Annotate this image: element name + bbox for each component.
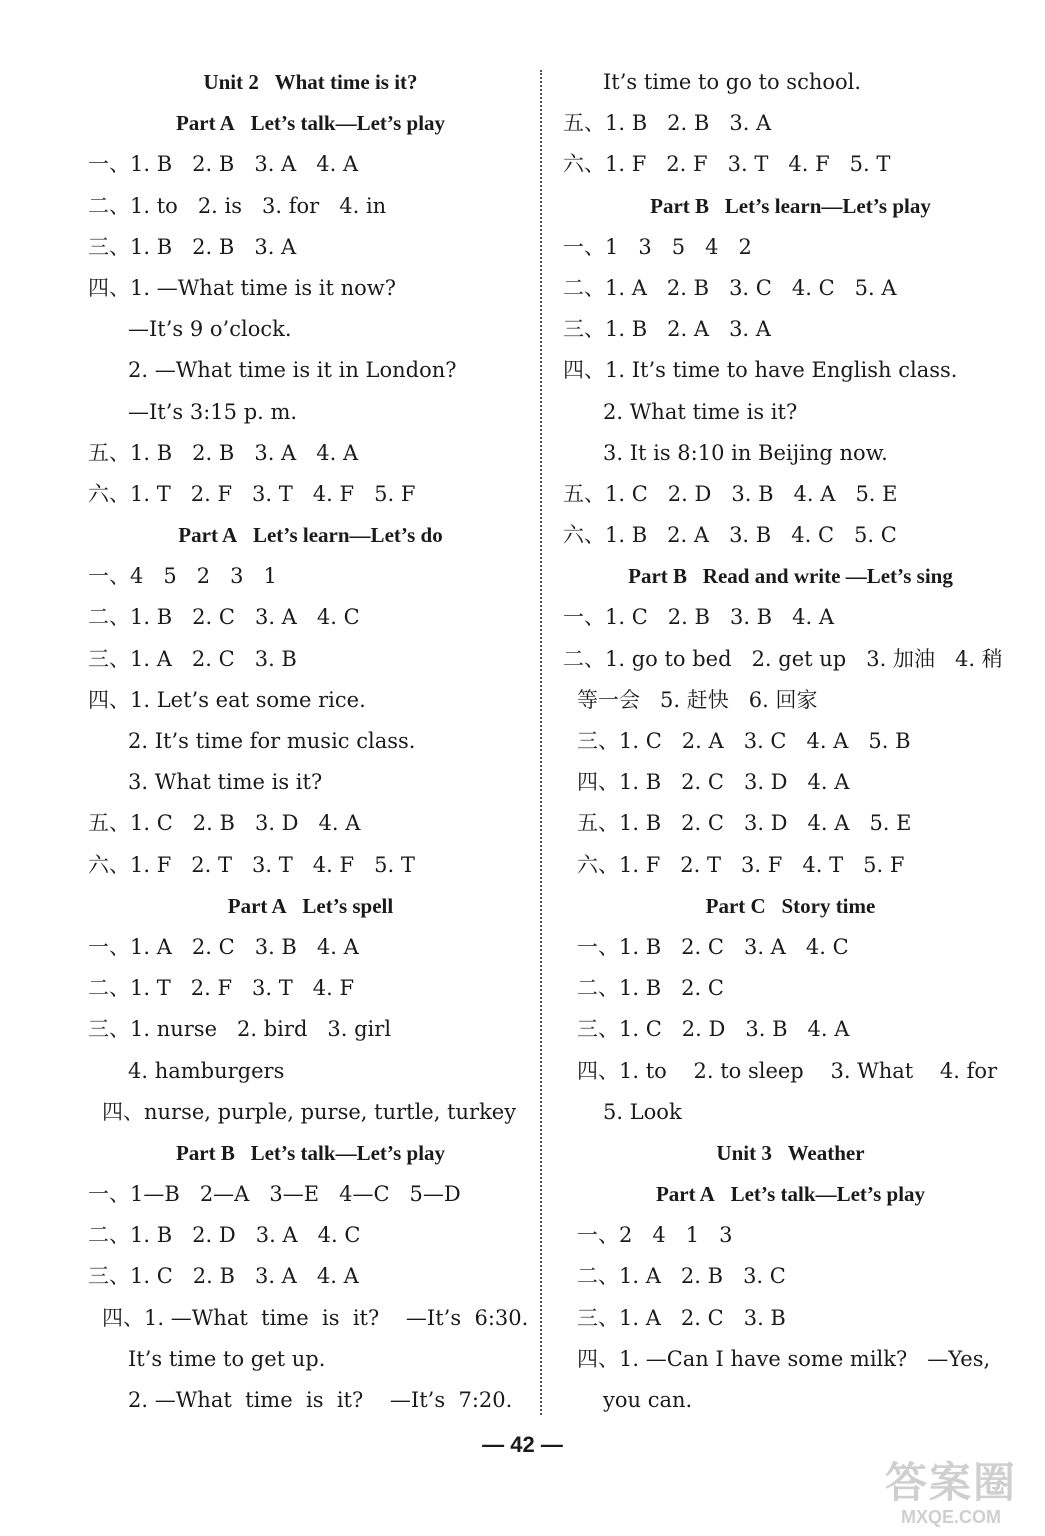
section-heading: Part A Let’s talk—Let’s play — [175, 111, 446, 136]
watermark-url: MXQE.COM — [900, 1507, 1001, 1527]
answer-continuation: It’s time to get up. — [128, 1346, 326, 1371]
answer-line: 三、1. B 2. B 3. A — [88, 234, 297, 259]
answer-line: 五、1. B 2. B 3. A 4. A — [88, 440, 359, 465]
answer-line: 一、1. B 2. B 3. A 4. A — [88, 152, 359, 177]
answer-continuation: 2. It’s time for music class. — [128, 729, 416, 753]
answer-line: 等一会 5. 赶快 6. 回家 — [577, 687, 818, 712]
answer-line: 三、1. C 2. B 3. A 4. A — [88, 1264, 359, 1289]
answer-line: 四、1. to 2. to sleep 3. What 4. for — [577, 1058, 998, 1083]
answer-line: 一、1. A 2. C 3. B 4. A — [88, 934, 359, 959]
left-answer-column — [88, 62, 533, 1421]
answer-continuation: 3. It is 8:10 in Beijing now. — [603, 440, 888, 465]
answer-line: 五、1. C 2. B 3. D 4. A — [88, 811, 361, 836]
answer-continuation: —It’s 3:15 p. m. — [128, 399, 298, 424]
answer-line: 一、2 4 1 3 — [577, 1223, 733, 1248]
answer-line: 二、1. B 2. D 3. A 4. C — [88, 1223, 361, 1248]
answer-line: 二、1. A 2. B 3. C 4. C 5. A — [563, 275, 897, 300]
answer-continuation: 2. What time is it? — [603, 399, 798, 424]
answer-line: 二、1. T 2. F 3. T 4. F — [88, 976, 355, 1001]
answer-continuation: 5. Look — [603, 1099, 682, 1124]
answer-line: 四、1. Let’s eat some rice. — [88, 687, 366, 712]
answer-line: 二、1. A 2. B 3. C — [577, 1264, 786, 1289]
answer-line: 二、1. go to bed 2. get up 3. 加油 4. 稍 — [563, 646, 1003, 671]
section-heading: Part A Let’s talk—Let’s play — [655, 1182, 926, 1207]
page-number: — 42 — — [482, 1432, 563, 1457]
answer-continuation: you can. — [603, 1388, 693, 1412]
answer-continuation: 2. —What time is it in London? — [128, 358, 457, 383]
answer-line: 三、1. nurse 2. bird 3. girl — [88, 1017, 392, 1042]
answer-line: 三、1. A 2. C 3. B — [88, 646, 297, 671]
answer-line: 四、1. —Can I have some milk? —Yes, — [577, 1346, 991, 1371]
answer-line: 一、1. C 2. B 3. B 4. A — [563, 605, 835, 630]
answer-continuation: It’s time to go to school. — [603, 70, 862, 94]
answer-line: 四、nurse, purple, purse, turtle, turkey — [102, 1099, 517, 1124]
answer-line: 二、1. B 2. C — [577, 976, 724, 1001]
section-heading: Part C Story time — [705, 893, 876, 918]
watermark-text: 答案圈 — [884, 1458, 1017, 1507]
section-heading: Part B Let’s learn—Let’s play — [650, 193, 931, 218]
answer-line: 三、1. C 2. A 3. C 4. A 5. B — [577, 729, 911, 753]
answer-continuation: —It’s 9 o’clock. — [128, 317, 292, 342]
answer-line: 五、1. B 2. C 3. D 4. A 5. E — [577, 811, 912, 836]
answer-line: 六、1. B 2. A 3. B 4. C 5. C — [563, 523, 897, 548]
right-answer-column — [563, 62, 1018, 1421]
answer-line: 一、4 5 2 3 1 — [88, 564, 277, 589]
answer-line: 四、1. It’s time to have English class. — [563, 358, 958, 383]
answer-line: 五、1. C 2. D 3. B 4. A 5. E — [563, 481, 898, 506]
answer-continuation: 3. What time is it? — [128, 770, 323, 795]
answer-line: 六、1. F 2. F 3. T 4. F 5. T — [563, 152, 891, 177]
section-heading: Part B Read and write —Let’s sing — [628, 564, 953, 589]
section-heading: Part A Let’s spell — [227, 893, 394, 918]
section-heading: Part A Let’s learn—Let’s do — [178, 523, 443, 548]
answer-line: 三、1. B 2. A 3. A — [563, 317, 771, 342]
answer-continuation: 2. —What time is it? —It’s 7:20. — [128, 1388, 513, 1412]
answer-line: 一、1—B 2—A 3—E 4—C 5—D — [88, 1182, 461, 1207]
answer-line: 三、1. A 2. C 3. B — [577, 1305, 786, 1330]
answer-line: 四、1. —What time is it? —It’s 6:30. — [102, 1305, 529, 1330]
section-heading: Part B Let’s talk—Let’s play — [175, 1140, 446, 1165]
answer-line: 五、1. B 2. B 3. A — [563, 111, 772, 136]
section-heading: Unit 2 What time is it? — [203, 70, 418, 94]
answer-line: 二、1. B 2. C 3. A 4. C — [88, 605, 360, 630]
answer-continuation: 4. hamburgers — [128, 1058, 285, 1083]
answer-line: 六、1. F 2. T 3. F 4. T 5. F — [577, 852, 905, 877]
watermark-logo — [871, 1459, 1031, 1528]
answer-line: 四、1. B 2. C 3. D 4. A — [577, 770, 850, 795]
answer-line: 三、1. C 2. D 3. B 4. A — [577, 1017, 850, 1042]
answer-line: 四、1. —What time is it now? — [88, 275, 397, 300]
column-divider — [540, 70, 542, 1415]
section-heading: Unit 3 Weather — [716, 1140, 865, 1165]
answer-line: 二、1. to 2. is 3. for 4. in — [88, 193, 387, 218]
answer-line: 一、1 3 5 4 2 — [563, 234, 752, 259]
answer-line: 六、1. T 2. F 3. T 4. F 5. F — [88, 481, 416, 506]
answer-line: 一、1. B 2. C 3. A 4. C — [577, 934, 849, 959]
answer-line: 六、1. F 2. T 3. T 4. F 5. T — [88, 852, 415, 877]
